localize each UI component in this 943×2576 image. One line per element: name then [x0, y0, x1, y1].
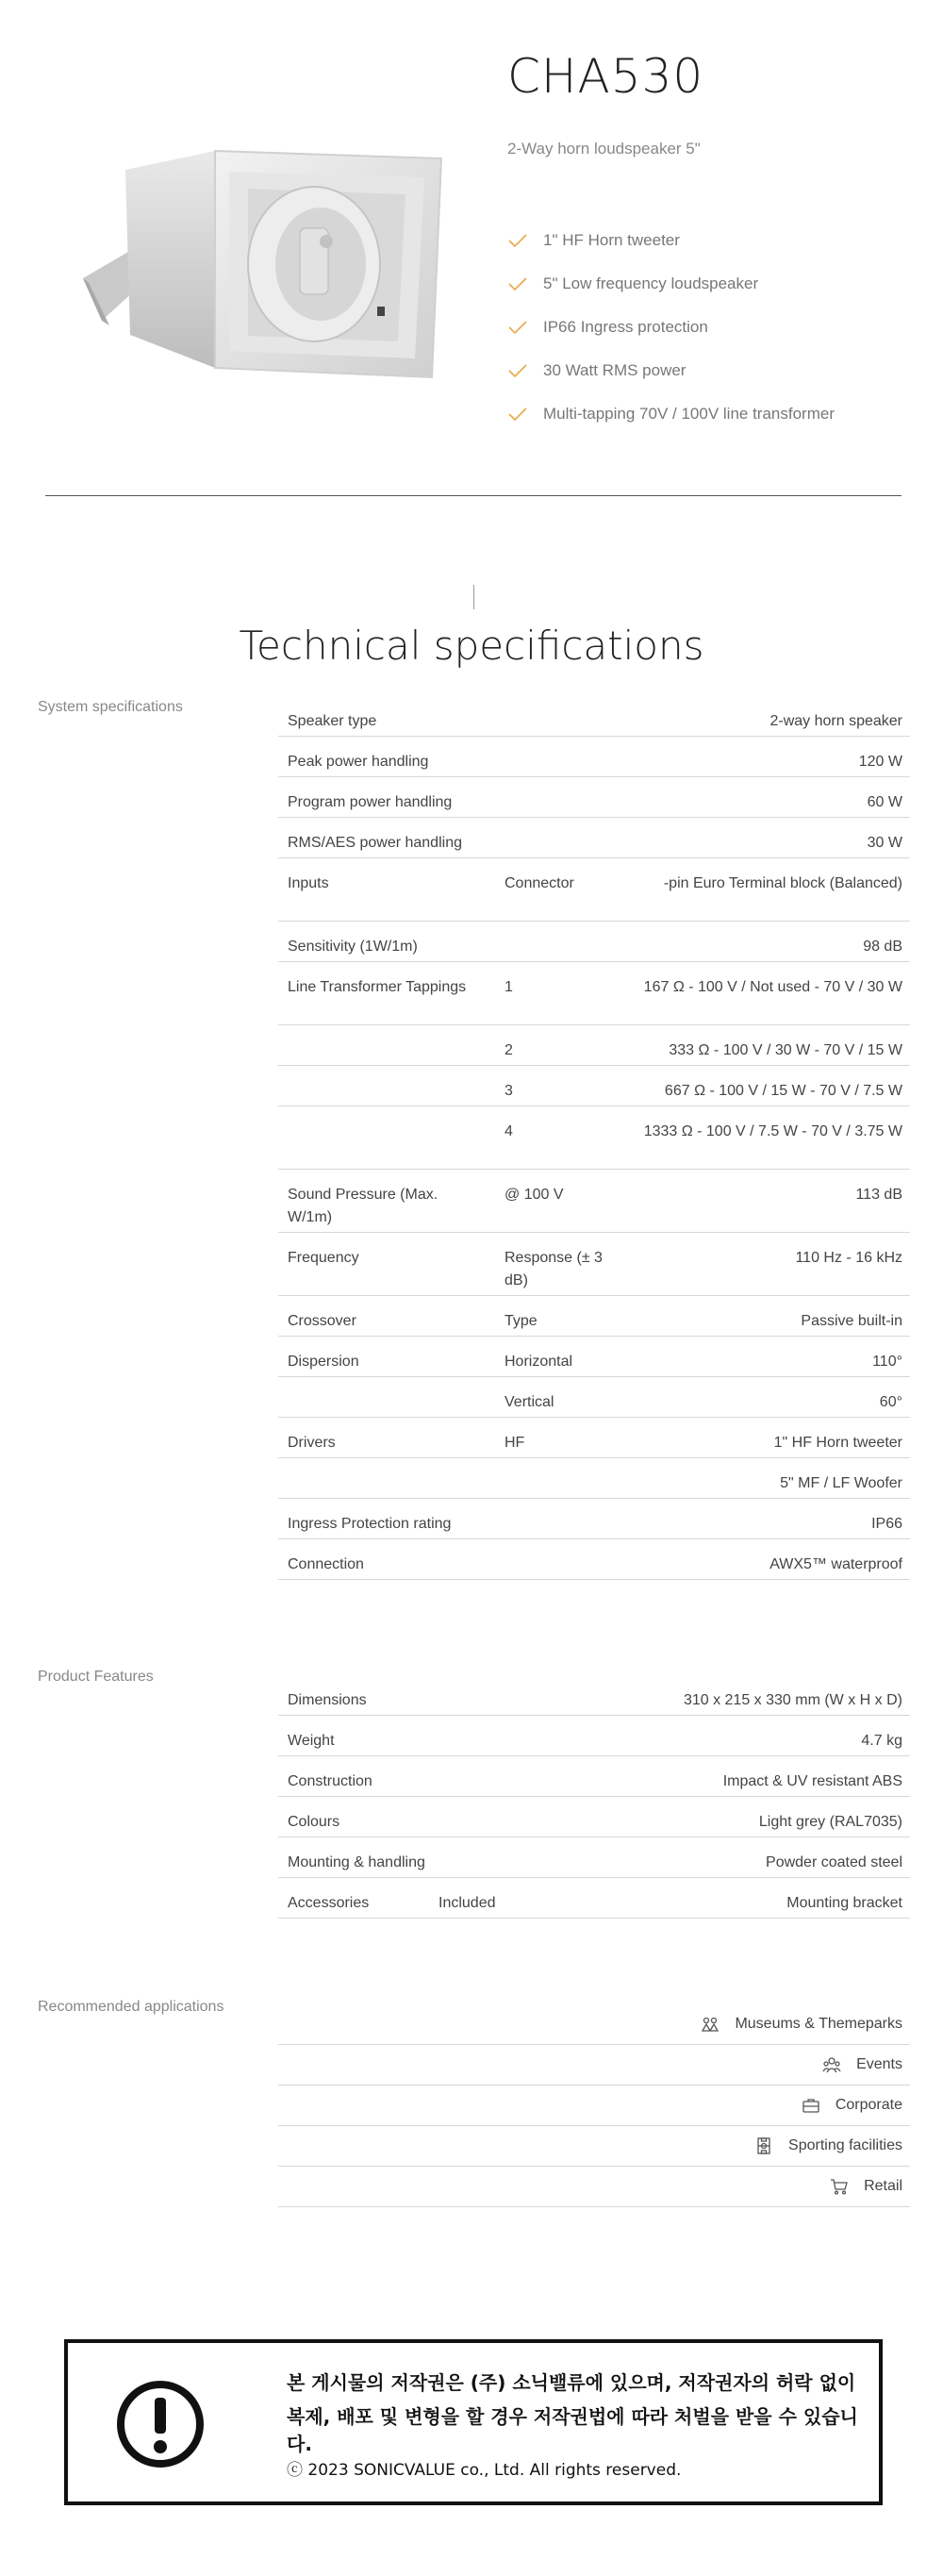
spec-sub: Horizontal: [505, 1354, 573, 1370]
table-row: [278, 962, 910, 1025]
spec-name: Weight: [288, 1733, 335, 1749]
product-subtitle: 2-Way horn loudspeaker 5": [507, 140, 701, 158]
feature-text: IP66 Ingress protection: [543, 318, 708, 336]
spec-sub: 2: [505, 1042, 513, 1058]
horn-speaker-image: [74, 132, 451, 406]
spec-value: 110 Hz - 16 kHz: [795, 1250, 902, 1266]
copyright-text-line2: 복제, 배포 및 변형을 할 경우 저작권법에 따라 처벌을 받을 수 있습니다.: [287, 2405, 858, 2455]
spec-name: Accessories: [288, 1895, 370, 1911]
spec-sub: 4: [505, 1123, 513, 1139]
check-icon: [507, 233, 528, 248]
table-row: [278, 1797, 910, 1837]
table-row: [278, 696, 910, 737]
spec-name: Drivers: [288, 1435, 336, 1451]
table-row: [278, 922, 910, 962]
spec-name: Inputs: [288, 875, 329, 891]
spec-value: 4.7 kg: [861, 1733, 902, 1749]
feature-text: 30 Watt RMS power: [543, 361, 687, 379]
feature-text: Multi-tapping 70V / 100V line transformer: [543, 405, 835, 423]
table-row: [278, 1066, 910, 1106]
applications-label: Recommended applications: [38, 1999, 224, 2015]
spec-value: 1" HF Horn tweeter: [773, 1435, 902, 1451]
application-label: Events: [856, 2056, 902, 2072]
spec-name: Sensitivity (1W/1m): [288, 939, 418, 955]
briefcase-icon: [802, 2096, 820, 2115]
spec-value: -pin Euro Terminal block (Balanced): [663, 875, 902, 891]
feature-item: [507, 349, 835, 392]
spec-name: Colours: [288, 1814, 340, 1830]
table-row: [278, 1233, 910, 1296]
spec-name: Program power handling: [288, 794, 453, 810]
museum-icon: [701, 2015, 720, 2034]
spec-value: 5" MF / LF Woofer: [780, 1475, 902, 1491]
spec-value: Passive built-in: [801, 1313, 902, 1329]
table-row: [278, 1106, 910, 1170]
table-row: [278, 1337, 910, 1377]
copyright-notice: [64, 2339, 883, 2505]
spec-value: 167 Ω - 100 V / Not used - 70 V / 30 W: [643, 979, 902, 995]
application-label: Museums & Themeparks: [735, 2016, 902, 2032]
feature-text: 5" Low frequency loudspeaker: [543, 274, 759, 292]
feature-item: [507, 392, 835, 436]
spec-sub: HF: [505, 1435, 525, 1451]
table-row: [278, 1837, 910, 1878]
table-row: [278, 1716, 910, 1756]
spec-name: Dimensions: [288, 1692, 367, 1708]
spec-sub: Vertical: [505, 1394, 554, 1410]
feature-list: [507, 219, 835, 436]
spec-sub: Included: [438, 1895, 496, 1911]
application-label: Sporting facilities: [788, 2137, 902, 2153]
check-icon: [507, 320, 528, 335]
application-label: Retail: [864, 2178, 902, 2194]
list-item: [278, 2167, 910, 2207]
spec-value: 98 dB: [863, 939, 902, 955]
spec-name: Peak power handling: [288, 754, 429, 770]
spec-value: 667 Ω - 100 V / 15 W - 70 V / 7.5 W: [664, 1083, 902, 1099]
applications-list: [278, 2004, 910, 2207]
list-item: [278, 2126, 910, 2167]
events-icon: [822, 2055, 841, 2074]
table-row: [278, 1025, 910, 1066]
sports-icon: [754, 2136, 773, 2155]
spec-name: Dispersion: [288, 1354, 359, 1370]
table-row: [278, 777, 910, 818]
product-features-label: Product Features: [38, 1669, 154, 1685]
spec-value: IP66: [871, 1516, 902, 1532]
spec-name: Speaker type: [288, 713, 377, 729]
spec-sub: 1: [505, 979, 513, 995]
spec-value: 1333 Ω - 100 V / 7.5 W - 70 V / 3.75 W: [643, 1123, 902, 1139]
list-item: [278, 2086, 910, 2126]
check-icon: [507, 276, 528, 291]
spec-name: Sound Pressure (Max. W/1m): [288, 1187, 438, 1225]
spec-name: Mounting & handling: [288, 1854, 425, 1870]
table-row: [278, 1377, 910, 1418]
feature-item: [507, 219, 835, 262]
spec-name: Line Transformer Tappings: [288, 979, 467, 995]
spec-sub: Type: [505, 1313, 538, 1329]
spec-value: Mounting bracket: [786, 1895, 902, 1911]
table-row: [278, 737, 910, 777]
system-spec-table: [278, 696, 910, 1580]
copyright-rights: ⓒ 2023 SONICVALUE co., Ltd. All rights reserved.: [287, 2461, 682, 2480]
copyright-text-line1: 본 게시물의 저작권은 (주) 소닉밸류에 있으며, 저작권자의 허락 없이: [287, 2371, 856, 2394]
table-row: [278, 1539, 910, 1580]
spec-value: 60 W: [867, 794, 902, 810]
spec-value: 333 Ω - 100 V / 30 W - 70 V / 15 W: [669, 1042, 902, 1058]
table-row: [278, 1458, 910, 1499]
section-marker: [473, 585, 474, 609]
hero-divider: [45, 495, 902, 496]
table-row: [278, 818, 910, 858]
spec-value: 2-way horn speaker: [769, 713, 902, 729]
list-item: [278, 2045, 910, 2086]
table-row: [278, 1756, 910, 1797]
table-row: [278, 1418, 910, 1458]
spec-value: Light grey (RAL7035): [758, 1814, 902, 1830]
spec-name: Construction: [288, 1773, 372, 1789]
spec-value: 113 dB: [855, 1187, 902, 1203]
table-row: [278, 1170, 910, 1233]
feature-item: [507, 306, 835, 349]
table-row: [278, 1675, 910, 1716]
spec-sub: Connector: [505, 875, 574, 891]
product-title: CHA530: [507, 49, 704, 104]
product-features-table: [278, 1675, 910, 1919]
spec-sub: Response (± 3 dB): [505, 1250, 603, 1288]
table-row: [278, 858, 910, 922]
product-hero: [0, 0, 943, 495]
table-row: [278, 1878, 910, 1919]
table-row: [278, 1296, 910, 1337]
spec-name: Connection: [288, 1556, 364, 1572]
spec-name: Ingress Protection rating: [288, 1516, 452, 1532]
spec-name: Frequency: [288, 1250, 359, 1266]
check-icon: [507, 363, 528, 378]
spec-name: RMS/AES power handling: [288, 835, 462, 851]
spec-sub: 3: [505, 1083, 513, 1099]
spec-value: AWX5™ waterproof: [769, 1556, 902, 1572]
spec-value: 120 W: [858, 754, 902, 770]
spec-value: Impact & UV resistant ABS: [722, 1773, 902, 1789]
feature-text: 1" HF Horn tweeter: [543, 231, 680, 249]
application-label: Corporate: [835, 2097, 902, 2113]
spec-heading: Technical specifications: [239, 623, 704, 669]
alert-icon: [115, 2379, 206, 2469]
spec-value: Powder coated steel: [766, 1854, 902, 1870]
spec-value: 30 W: [867, 835, 902, 851]
cart-icon: [830, 2177, 849, 2196]
spec-value: 310 x 215 x 330 mm (W x H x D): [683, 1692, 902, 1708]
feature-item: [507, 262, 835, 306]
spec-value: 60°: [879, 1394, 902, 1410]
spec-sub: @ 100 V: [505, 1187, 564, 1203]
spec-value: 110°: [872, 1354, 902, 1370]
table-row: [278, 1499, 910, 1539]
check-icon: [507, 407, 528, 422]
spec-name: Crossover: [288, 1313, 356, 1329]
list-item: [278, 2004, 910, 2045]
system-spec-label: System specifications: [38, 699, 183, 715]
